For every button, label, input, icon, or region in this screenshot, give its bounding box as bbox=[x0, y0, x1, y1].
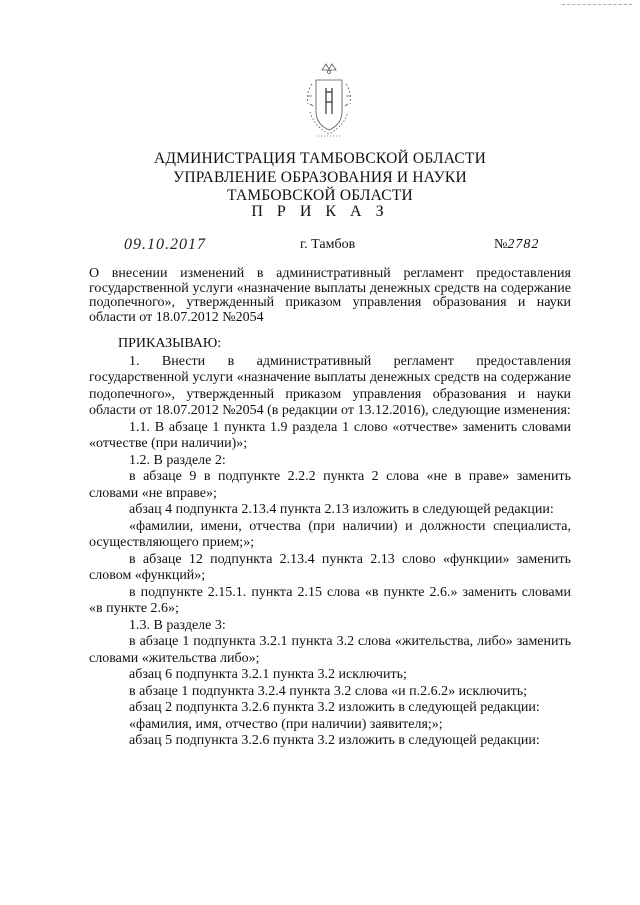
body-paragraph: в подпункте 2.15.1. пункта 2.15 слова «в пункте 2.6.» заменить словами «в пункте 2.6»; bbox=[89, 584, 571, 616]
body-paragraph: «фамилия, имя, отчество (при наличии) заявителя;»; bbox=[129, 716, 443, 732]
body-paragraph: абзац 6 подпункта 3.2.1 пункта 3.2 исключить; bbox=[129, 667, 407, 682]
org-name-line-2: УПРАВЛЕНИЕ ОБРАЗОВАНИЯ И НАУКИ bbox=[173, 169, 467, 186]
document-body bbox=[89, 336, 571, 750]
body-paragraph: абзац 4 подпункта 2.13.4 пункта 2.13 изложить в следующей редакции: bbox=[129, 502, 554, 517]
org-name-line-1: АДМИНИСТРАЦИЯ ТАМБОВСКОЙ ОБЛАСТИ bbox=[154, 150, 486, 167]
body-paragraph: «фамилии, имени, отчества (при наличии) и должности специалиста, осуществляющего прием;»; bbox=[89, 518, 571, 550]
org-name-line-3: ТАМБОВСКОЙ ОБЛАСТИ bbox=[227, 187, 413, 204]
body-paragraph: 1.2. В разделе 2: bbox=[129, 452, 226, 468]
handwritten-date: 09.10.2017 bbox=[124, 236, 206, 253]
city-label: г. Тамбов bbox=[300, 237, 356, 252]
body-paragraph: 1.3. В разделе 3: bbox=[129, 617, 226, 633]
number-sign: № bbox=[494, 237, 508, 252]
body-paragraph: в абзаце 1 подпункта 3.2.4 пункта 3.2 слова «и п.2.6.2» исключить; bbox=[129, 683, 527, 699]
body-paragraph: 1.1. В абзаце 1 пункта 1.9 раздела 1 слово «отчестве» заменить словами «отчестве (при наличии)»; bbox=[89, 419, 571, 451]
body-paragraph: абзац 2 подпункта 3.2.6 пункта 3.2 изложить в следующей редакции: bbox=[129, 700, 540, 715]
body-paragraph: в абзаце 1 подпункта 3.2.1 пункта 3.2 слова «жительства, либо» заменить словами «жительства либо»; bbox=[89, 634, 571, 666]
document-subject: О внесении изменений в административный регламент предоставления государственной услуги «назначение выплаты денежных средств на содержание подопечного», утвержденный приказом управления образования и науки области от 18.07.2012 №2054 bbox=[89, 266, 571, 325]
document-type-title: П Р И К А З bbox=[251, 203, 389, 220]
body-paragraph: 1. Внести в административный регламент предоставления государственной услуги «назначение выплаты денежных средств на содержание подопечного», утвержденный приказом управления образования и науки области от 18.07.2012 №2054 (в редакции от 13.12.2016), следующие изменения: bbox=[89, 353, 571, 418]
prikazyvayu-heading: ПРИКАЗЫВАЮ: bbox=[118, 336, 222, 351]
body-paragraph: абзац 5 подпункта 3.2.6 пункта 3.2 изложить в следующей редакции: bbox=[129, 733, 540, 748]
order-number bbox=[494, 237, 539, 253]
scan-corner-mark bbox=[562, 4, 632, 7]
body-paragraph: в абзаце 12 подпункта 2.13.4 пункта 2.13 слово «функции» заменить словом «функций»; bbox=[89, 551, 571, 583]
handwritten-number: 2782 bbox=[507, 237, 540, 252]
coat-of-arms-icon bbox=[300, 62, 358, 144]
body-paragraph: в абзаце 9 в подпункте 2.2.2 пункта 2 слова «не в праве» заменить словами «не вправе»; bbox=[89, 469, 571, 501]
